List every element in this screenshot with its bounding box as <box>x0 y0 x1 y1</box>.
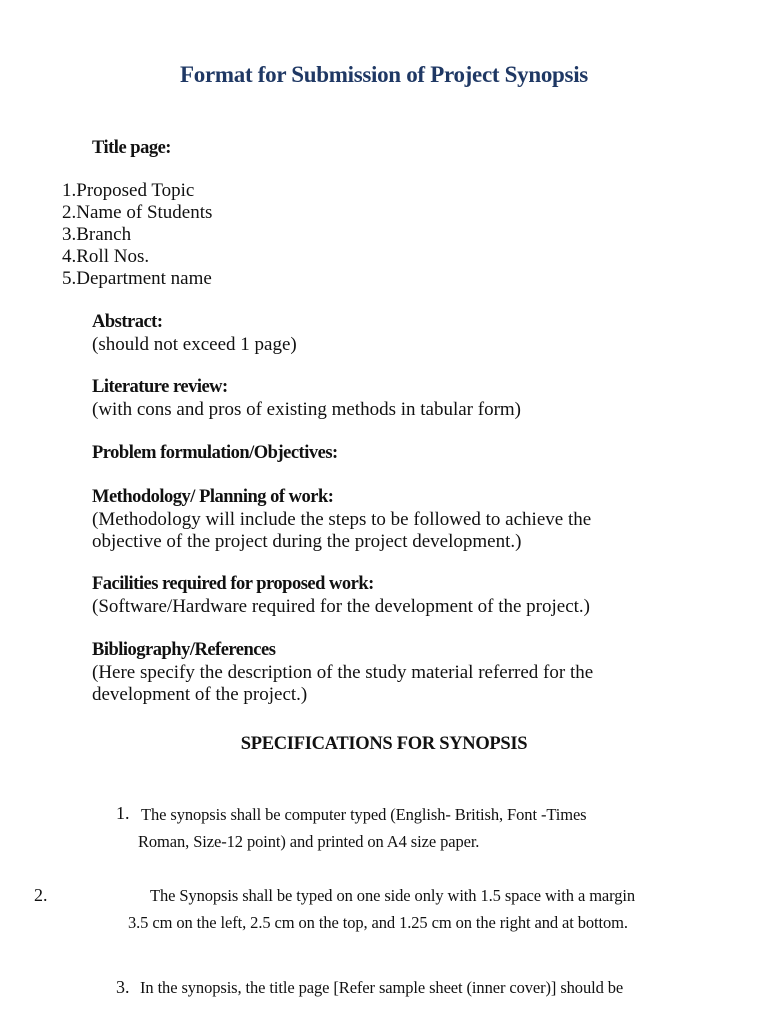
spec-item-line: The Synopsis shall be typed on one side only with 1.5 space with a margin <box>150 886 636 905</box>
abstract-text: (should not exceed 1 page) <box>92 334 297 355</box>
list-item: 2.Name of Students <box>62 202 213 223</box>
bibliography-heading: Bibliography/References <box>92 640 276 660</box>
spec-item-number: 3. <box>116 977 130 997</box>
facilities-text: (Software/Hardware required for the development of the project.) <box>92 596 591 617</box>
literature-review-heading: Literature review: <box>92 377 228 397</box>
title-page-list <box>62 180 212 290</box>
title-page-heading: Title page: <box>92 138 171 158</box>
methodology-text-line-1: (Methodology will include the steps to be followed to achieve the <box>92 509 592 530</box>
facilities-heading: Facilities required for proposed work: <box>92 574 374 594</box>
list-item: 4.Roll Nos. <box>62 246 150 267</box>
spec-item-number: 2. <box>34 885 48 905</box>
bibliography-text-line-1: (Here specify the description of the study material referred for the <box>92 662 594 683</box>
list-item: 3.Branch <box>62 224 132 245</box>
spec-item-line: 3.5 cm on the left, 2.5 cm on the top, and 1.25 cm on the right and at bottom. <box>128 913 628 932</box>
specifications-heading: SPECIFICATIONS FOR SYNOPSIS <box>240 734 528 754</box>
literature-review-text: (with cons and pros of existing methods in tabular form) <box>92 399 522 420</box>
spec-item-number: 1. <box>116 803 130 823</box>
spec-item-line: In the synopsis, the title page [Refer sample sheet (inner cover)] should be <box>140 978 624 997</box>
problem-formulation-heading: Problem formulation/Objectives: <box>92 443 338 463</box>
list-item: 5.Department name <box>62 268 212 289</box>
list-item: 1.Proposed Topic <box>62 180 195 201</box>
spec-item-line: Roman, Size-12 point) and printed on A4 size paper. <box>138 832 480 851</box>
spec-item-line: The synopsis shall be computer typed (English- British, Font -Times <box>141 805 587 824</box>
bibliography-text-line-2: development of the project.) <box>92 684 308 705</box>
document-title: Format for Submission of Project Synopsis <box>180 62 588 87</box>
methodology-text-line-2: objective of the project during the project development.) <box>92 531 522 552</box>
methodology-heading: Methodology/ Planning of work: <box>92 487 334 507</box>
abstract-heading: Abstract: <box>92 312 163 332</box>
